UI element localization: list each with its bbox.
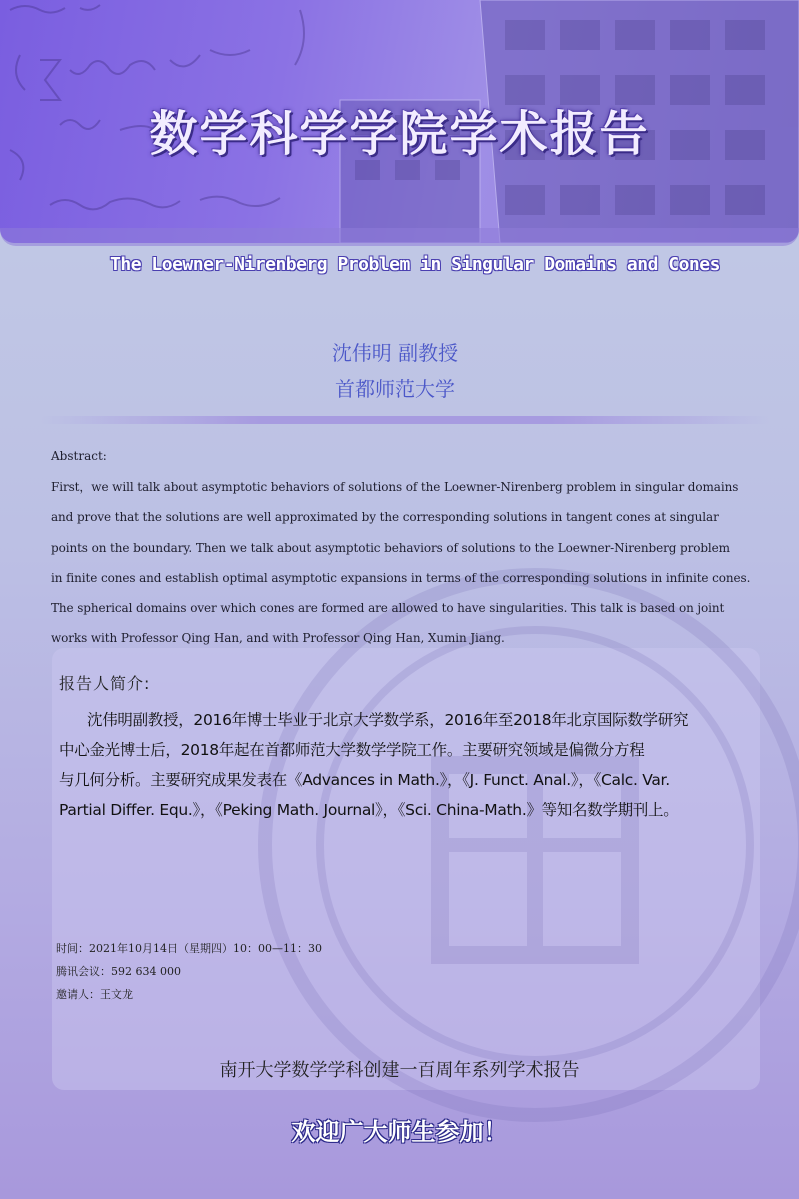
abstract-line: works with Professor Qing Han, and with Professor Qing Han, Xumin Jiang. <box>51 631 505 646</box>
welcome-text: 欢迎广大师生参加！ <box>291 1118 508 1146</box>
abstract-text <box>51 472 786 654</box>
divider <box>40 416 770 424</box>
speaker-name: 沈伟明 副教授 <box>331 341 459 365</box>
host: 邀请人：王文龙 <box>56 988 133 1001</box>
abstract-line: First，we will talk about asymptotic behaviors of solutions of the Loewner-Nirenberg problem in singular domains <box>51 480 739 494</box>
bio-line: Partial Differ. Equ.》，《Peking Math. Journal》，《Sci. China-Math.》等知名数学期刊上。 <box>59 801 679 819</box>
bio-line: 中心金光博士后，2018年起在首都师范大学数学学院工作。主要研究领域是偏微分方程 <box>59 741 645 759</box>
abstract-line: in finite cones and establish optimal asymptotic expansions in terms of the corresponding solutions in infinite cones. <box>51 570 751 585</box>
bio-line: 与几何分析。主要研究成果发表在《Advances in Math.》，《J. Funct. Anal.》，《Calc. Var. <box>59 771 670 789</box>
bio-line: 沈伟明副教授，2016年博士毕业于北京大学数学系，2016年至2018年北京国际数学研究 <box>87 711 689 729</box>
talk-time: 时间：2021年10月14日（星期四）10：00—11：30 <box>56 942 322 955</box>
series-title: 南开大学数学学科创建一百周年系列学术报告 <box>219 1060 580 1081</box>
bio-label: 报告人简介: <box>59 674 151 693</box>
abstract-label: Abstract: <box>51 449 107 463</box>
abstract-line: points on the boundary. Then we talk about asymptotic behaviors of solutions to the Loewner-Nirenberg problem <box>51 540 730 555</box>
page-title: 数学科学学院学术报告 <box>149 106 650 162</box>
abstract-line: and prove that the solutions are well approximated by the corresponding solutions in tangent cones at singular <box>51 510 719 525</box>
bio-text <box>59 705 779 825</box>
meeting-id: 腾讯会议：592 634 000 <box>56 965 181 978</box>
speaker-affiliation: 首都师范大学 <box>335 377 455 401</box>
talk-title: The Loewner-Nirenberg Problem in Singular Domains and Cones <box>110 254 720 275</box>
banner-shadow <box>0 228 799 246</box>
abstract-line: The spherical domains over which cones are formed are allowed to have singularities. This talk is based on joint <box>51 601 725 616</box>
